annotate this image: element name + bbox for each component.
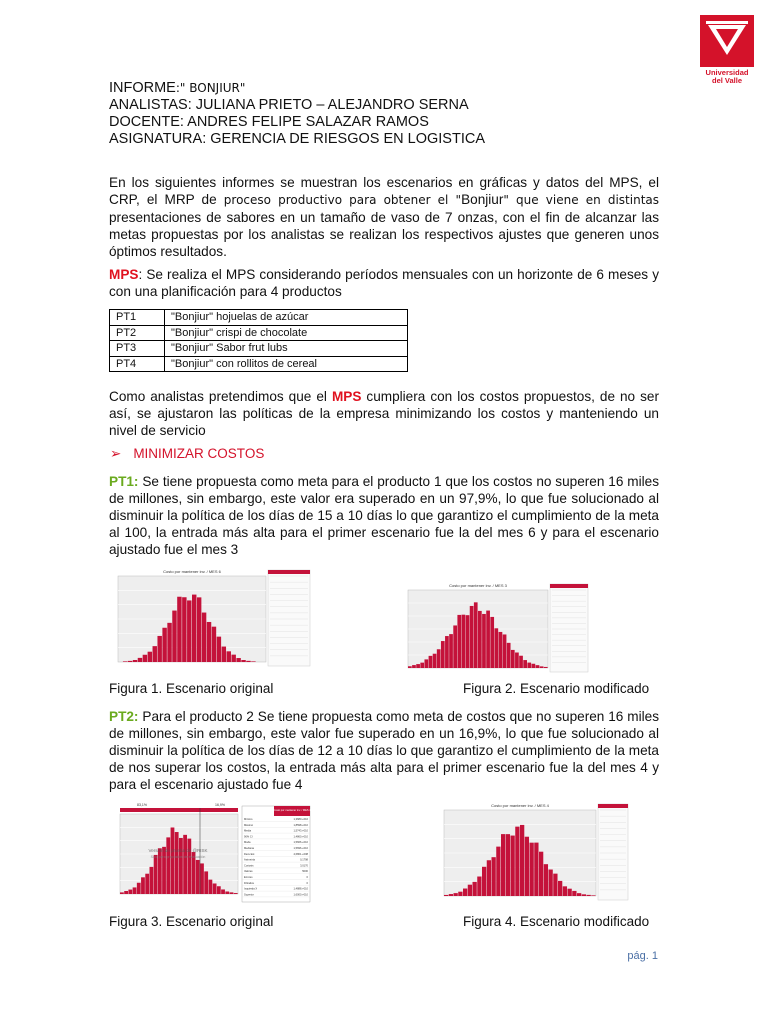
- percentile-band: [120, 808, 238, 812]
- histogram-bar: [544, 667, 548, 668]
- histogram-bar: [527, 663, 531, 668]
- histogram-bar: [532, 664, 536, 668]
- histogram-bar: [519, 656, 523, 668]
- histogram-bar: [544, 864, 548, 896]
- informe-line: INFORME:" BONJIUR": [109, 80, 246, 96]
- figure-1-histogram: [112, 566, 312, 676]
- histogram-bar: [462, 615, 466, 668]
- chart-title: Costo por mantener inv. / MES 3: [449, 583, 507, 588]
- histogram-bar: [458, 892, 462, 896]
- histogram-bar: [506, 834, 510, 896]
- histogram-bar: [171, 827, 175, 894]
- university-logo: [697, 15, 757, 87]
- chart-title: Costo por mantener inv. / MES 4: [491, 803, 549, 808]
- histogram-bar: [172, 611, 176, 662]
- histogram-bar: [197, 597, 201, 662]
- histogram-bar: [234, 893, 238, 894]
- histogram-bar: [241, 660, 245, 662]
- histogram-bar: [183, 835, 187, 894]
- histogram-bar: [468, 885, 472, 896]
- histogram-bar: [572, 891, 576, 896]
- stats-label: Moda: [244, 841, 251, 845]
- stats-label: 90% CI: [244, 835, 253, 839]
- histogram-bar: [539, 852, 543, 896]
- histogram-bar: [143, 655, 147, 662]
- histogram-bar: [441, 641, 445, 668]
- histogram-bar: [246, 661, 250, 662]
- histogram-bar: [553, 874, 557, 896]
- minimizar-costos-bullet: ➢ MINIMIZAR COSTOS: [110, 446, 265, 461]
- docente-line: DOCENTE: ANDRES FELIPE SALAZAR RAMOS: [109, 114, 429, 130]
- stats-value: 1,8598.+010: [293, 823, 308, 827]
- stats-value: 0: [306, 876, 308, 879]
- histogram-bar: [187, 600, 191, 662]
- intro-paragraph: En los siguientes informes se muestran los escenarios en gráficas y datos del MPS, el CRP, el MRP de proceso productivo para obtener el "Bonjiur" que viene en distintas presentaciones de sabores en un tamaño de vaso de 7 onzas, con el fin de alcanzar las metas propuestas por los analistas se realizan los respectivos ajustes que generen unos óptimos resultados.: [109, 175, 660, 259]
- chart-title: Costo por mantener inv. / MES 6: [163, 569, 221, 574]
- stats-label: Errores: [244, 876, 253, 879]
- histogram-bar: [507, 643, 511, 668]
- watermark-subtext: Sólo para propósitos de evaluación: [150, 855, 206, 859]
- histogram-bar: [490, 617, 494, 668]
- stats-value: 5000: [302, 870, 308, 874]
- product-row: [110, 341, 408, 357]
- stats-label: Máximo: [244, 823, 254, 827]
- histogram-bar: [511, 650, 515, 668]
- histogram-bar: [457, 615, 461, 668]
- histogram-bar: [536, 665, 540, 668]
- stats-value: 4,6801.+008: [293, 852, 308, 856]
- histogram-bar: [162, 628, 166, 662]
- histogram-bar: [525, 837, 529, 896]
- histogram-bar: [511, 836, 515, 896]
- histogram-bar: [175, 832, 179, 894]
- stats-panel-header: [268, 570, 310, 574]
- arrow-bullet-icon: ➢: [110, 446, 122, 461]
- histogram-bar: [577, 893, 581, 896]
- histogram-bar: [138, 658, 142, 662]
- stats-value: 1,4860.+010: [293, 835, 308, 839]
- histogram-bar: [124, 891, 128, 894]
- product-name: "Bonjiur" Sabor frut lubs: [165, 341, 408, 357]
- histogram-bar: [530, 843, 534, 896]
- stats-value: 0,1798: [300, 858, 308, 862]
- histogram-bar: [123, 661, 127, 662]
- histogram-bar: [217, 886, 221, 894]
- histogram-bar: [473, 882, 477, 896]
- product-code: PT4: [110, 356, 165, 372]
- stats-label: Mediana: [244, 847, 254, 850]
- products-table: [109, 309, 408, 372]
- histogram-bar: [128, 661, 132, 662]
- stats-table-title: Costo por mantener inv. / MES 4: [273, 809, 311, 812]
- histogram-bar: [231, 655, 235, 662]
- right-percentile-label: 16,9%: [215, 803, 225, 807]
- histogram-bar: [568, 889, 572, 896]
- histogram-bar: [416, 664, 420, 668]
- histogram-bar: [478, 611, 482, 668]
- histogram-bar: [221, 889, 225, 894]
- histogram-bar: [412, 665, 416, 668]
- histogram-bar: [230, 892, 234, 894]
- histogram-bar: [437, 649, 441, 668]
- logo-text: Universidad del Valle: [705, 68, 749, 85]
- stats-label: Asimetría: [244, 858, 255, 862]
- histogram-bar: [466, 615, 470, 668]
- histogram-bar: [494, 628, 498, 668]
- histogram-bar: [482, 614, 486, 668]
- pt2-paragraph: PT2: Para el producto 2 Se tiene propuesta como meta de costos que no superen 16 miles de millones, sin embargo, este valor fue superado en un 16,9%, lo que fue solucionado al disminuir la política de los días de 12 a 10 días lo que garantizo el cumplimiento de la meta de nos superar los costos, la entrada más alta para el primer escenario fue la del mes 4 y para el escenario ajustado fue 4: [109, 709, 659, 792]
- stats-label: Desv Est: [244, 852, 255, 856]
- stats-value: 3,0170: [300, 864, 308, 868]
- stats-value: 1,4888.+010: [293, 887, 308, 891]
- histogram-bar: [445, 636, 449, 668]
- stats-label: Filtrados: [244, 881, 254, 885]
- histogram-bar: [549, 870, 553, 896]
- product-code: PT3: [110, 341, 165, 357]
- left-percentile-label: 83,1%: [137, 803, 147, 807]
- histogram-bar: [204, 871, 208, 894]
- histogram-bar: [212, 627, 216, 662]
- stats-value: 1,3680.+010: [293, 818, 308, 821]
- histogram-bar: [503, 634, 507, 668]
- histogram-bar: [167, 623, 171, 662]
- histogram-bar: [449, 894, 453, 896]
- product-name: "Bonjiur" con rollitos de cereal: [165, 356, 408, 372]
- stats-label: Curtosis: [244, 864, 254, 868]
- stats-panel-header: [598, 804, 628, 808]
- product-name: "Bonjiur" crispi de chocolate: [165, 325, 408, 341]
- histogram-bar: [133, 887, 137, 894]
- product-row: [110, 310, 408, 326]
- histogram-bar: [558, 881, 562, 896]
- histogram-bar: [209, 880, 213, 894]
- histogram-bar: [487, 860, 491, 896]
- histogram-bar: [420, 663, 424, 668]
- figure-2-histogram: [400, 580, 590, 680]
- histogram-bar: [200, 863, 204, 894]
- stats-value: 1,5696.+010: [293, 847, 308, 850]
- stats-label: Mínimo: [244, 818, 253, 821]
- histogram-bar: [470, 606, 474, 668]
- histogram-bar: [236, 658, 240, 662]
- histogram-bar: [563, 886, 567, 896]
- pt1-paragraph: PT1: Se tiene propuesta como meta para el producto 1 que los costos no superen 16 miles de millones, sin embargo, este valor era superado en un 97,9%, lo que fue solucionado al disminuir la política de los días de 15 a 10 días lo que garantizo el cumplimiento de la meta al 100, la entrada más alta para el primer escenario fue la del mes 6 y para el escenario ajustado fue el mes 3: [109, 474, 659, 557]
- product-row: [110, 325, 408, 341]
- stats-value: 0: [306, 881, 308, 885]
- histogram-bar: [177, 597, 181, 662]
- stats-panel: [268, 570, 310, 666]
- histogram-bar: [501, 834, 505, 896]
- histogram-bar: [499, 632, 503, 668]
- analysts-paragraph: Como analistas pretendimos que el MPS cumpliera con los costos propuestos, de no ser así, se ajustaron las políticas de la empresa minimizando los costos y manteniendo un nivel de servicio: [109, 389, 659, 438]
- logo-emblem: [700, 15, 754, 67]
- asignatura-line: ASIGNATURA: GERENCIA DE RIESGOS EN LOGISTICA: [109, 131, 486, 147]
- histogram-bar: [424, 659, 428, 668]
- product-code: PT2: [110, 325, 165, 341]
- histogram-bar: [474, 602, 478, 668]
- histogram-bar: [192, 595, 196, 662]
- histogram-bar: [153, 646, 157, 662]
- histogram-bar: [515, 827, 519, 896]
- histogram-bar: [463, 889, 467, 896]
- histogram-bar: [222, 647, 226, 662]
- histogram-bar: [492, 857, 496, 896]
- histogram-bar: [444, 895, 448, 896]
- stats-value: 1,5666.+010: [293, 841, 308, 845]
- stats-label: Media: [244, 829, 252, 833]
- histogram-bar: [587, 895, 591, 896]
- histogram-bar: [582, 894, 586, 896]
- figure-2-caption: Figura 2. Escenario modificado: [463, 681, 650, 696]
- histogram-bar: [251, 661, 255, 662]
- histogram-bar: [520, 825, 524, 896]
- histogram-bar: [486, 611, 490, 668]
- histogram-bar: [515, 653, 519, 668]
- figure-4-histogram: [436, 800, 631, 908]
- stats-panel: [550, 584, 588, 672]
- histogram-bar: [433, 654, 437, 668]
- histogram-bar: [162, 847, 166, 894]
- histogram-bar: [454, 893, 458, 896]
- stats-label: Superior: [244, 893, 254, 897]
- histogram-bar: [179, 838, 183, 894]
- histogram-bar: [213, 883, 217, 894]
- figure-4-caption: Figura 4. Escenario modificado: [463, 914, 650, 929]
- analistas-line: ANALISTAS: JULIANA PRIETO – ALEJANDRO SERNA: [109, 97, 469, 113]
- histogram-bar: [477, 877, 481, 896]
- histogram-bar: [523, 660, 527, 668]
- histogram-bar: [207, 622, 211, 662]
- histogram-bar: [225, 891, 229, 894]
- histogram-bar: [166, 837, 170, 894]
- mps-paragraph: MPS: Se realiza el MPS considerando períodos mensuales con un horizonte de 6 meses y con una planificación para 4 productos: [109, 267, 659, 299]
- histogram-bar: [148, 652, 152, 662]
- product-code: PT1: [110, 310, 165, 326]
- histogram-bar: [408, 666, 412, 668]
- stats-value: 1,6000.+010: [293, 893, 308, 897]
- histogram-bar: [540, 666, 544, 668]
- histogram-bar: [449, 634, 453, 668]
- figure-3-histogram: [112, 800, 312, 908]
- histogram-bar: [496, 847, 500, 896]
- histogram-bar: [120, 892, 124, 894]
- product-name: "Bonjiur" hojuelas de azúcar: [165, 310, 408, 326]
- histogram-bar: [202, 613, 206, 662]
- histogram-bar: [482, 867, 486, 896]
- histogram-bar: [150, 867, 154, 894]
- stats-label: Valores: [244, 870, 253, 874]
- stats-panel-header: [550, 584, 588, 588]
- histogram-bar: [196, 860, 200, 894]
- histogram-bar: [145, 874, 149, 894]
- histogram-bar: [133, 660, 137, 662]
- product-row: [110, 356, 408, 372]
- histogram-bar: [534, 843, 538, 896]
- figure-1-caption: Figura 1. Escenario original: [109, 681, 274, 696]
- histogram-bar: [128, 890, 132, 894]
- histogram-bar: [157, 636, 161, 662]
- figure-3-caption: Figura 3. Escenario original: [109, 914, 274, 929]
- stats-value: 1,5743.+010: [293, 829, 308, 833]
- stats-panel: [598, 804, 628, 900]
- histogram-bar: [217, 637, 221, 662]
- histogram-bar: [453, 625, 457, 668]
- histogram-bar: [429, 656, 433, 668]
- document-header: [109, 80, 485, 148]
- stats-label: Izquierda X: [244, 887, 258, 891]
- histogram-bar: [187, 839, 191, 894]
- histogram-bar: [154, 855, 158, 894]
- histogram-bar: [137, 883, 141, 894]
- histogram-bar: [182, 597, 186, 662]
- histogram-bar: [591, 895, 595, 896]
- histogram-bar: [141, 877, 145, 894]
- watermark-text: Versión de prueba de @RISK: [148, 848, 208, 853]
- histogram-bar: [227, 651, 231, 662]
- page-number: pág. 1: [627, 950, 658, 962]
